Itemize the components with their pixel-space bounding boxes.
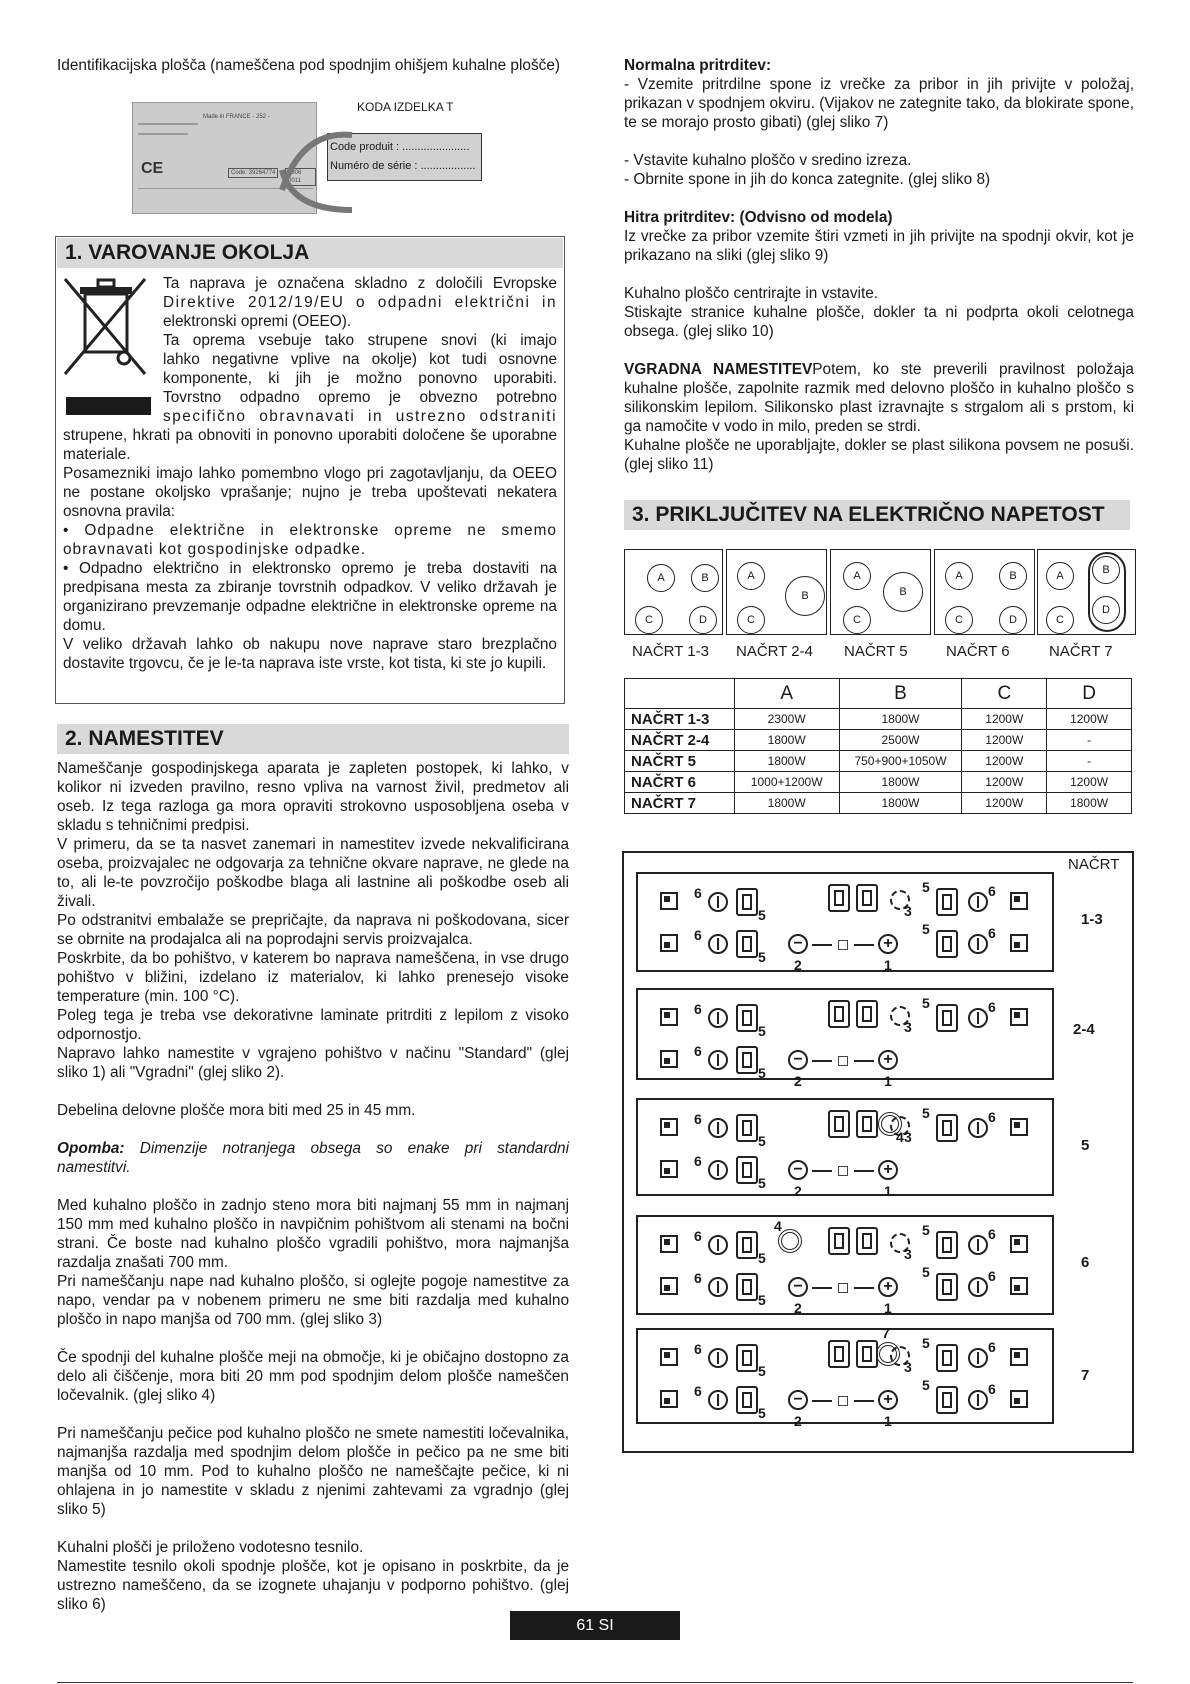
zone-digit-display — [936, 1344, 958, 1372]
zone-d: D — [689, 606, 717, 634]
power-icon[interactable] — [708, 1008, 728, 1028]
timer-digit-display — [856, 1110, 878, 1138]
panels-header: NAČRT — [1068, 856, 1120, 873]
schema-label: NAČRT 2-4 — [736, 643, 813, 660]
timer-digit-display — [856, 1000, 878, 1028]
power-icon[interactable] — [968, 1008, 988, 1028]
section-1-text — [163, 274, 557, 426]
vgradna-label: VGRADNA NAMESTITEV — [624, 361, 813, 378]
timer-digit-display — [828, 1000, 850, 1028]
zone-digit-display — [936, 1004, 958, 1032]
zone-select-icon[interactable] — [660, 1277, 678, 1295]
minus-button[interactable]: − — [788, 1050, 808, 1070]
s2-p8: Med kuhalno ploščo in zadnjo steno mora biti najmanj 55 mm in najmanj 150 mm med kuhalno ploščo in navpičnim pohištvom ali stenami na bočni strani. Če boste nad kuhalno ploščo vgradili pohištvo, mora najmanjša razdalja znašati 700 mm. — [57, 1197, 569, 1271]
s1-line-2: Direktive 2012/19/EU o odpadni električni in — [163, 294, 557, 311]
panel-plan-label: 2-4 — [1073, 1021, 1095, 1038]
s2-p12: Kuhalni plošči je priloženo vodotesno tesnilo. — [57, 1539, 364, 1556]
zone-c: C — [945, 606, 973, 634]
quick-p2: Kuhalno ploščo centrirajte in vstavite. — [624, 285, 879, 302]
s2-p7: Debelina delovne plošče mora biti med 25 in 45 mm. — [57, 1102, 416, 1119]
plus-button[interactable]: + — [878, 1050, 898, 1070]
s2-note-text: Dimenzije notranjega obsega so enake pri standardni namestitvi. — [57, 1140, 569, 1176]
power-cell: 750+900+1050W — [839, 751, 962, 772]
footer-rule — [57, 1682, 1133, 1683]
zone-digit-display — [736, 930, 758, 958]
callout-number: 5 — [922, 1335, 930, 1351]
koda-label: KODA IZDELKA T — [357, 100, 454, 114]
callout-number: 3 — [904, 1019, 912, 1035]
power-table-row — [625, 730, 1132, 751]
s2-p3: Po odstranitvi embalaže se prepričajte, da naprava ni poškodovana, sicer se obrnite na prodajalca ali na poprodajni servis proizvajalca. — [57, 912, 569, 948]
vgradna-p1 — [624, 360, 1134, 436]
callout-number: 1 — [884, 1183, 892, 1199]
s2-p10: Če spodnji del kuhalne plošče meji na območje, ki je običajno dostopno za delo ali čiščenje, mora biti 20 mm pod spodnjim delom plošče nameščen ločevalnik. (glej sliko 4) — [57, 1349, 569, 1404]
schema-label: NAČRT 6 — [946, 643, 1010, 660]
callout-number: 5 — [922, 921, 930, 937]
callout-number: 3 — [904, 903, 912, 919]
slider-line — [854, 1060, 874, 1062]
slider-line — [812, 944, 832, 946]
power-icon[interactable] — [708, 934, 728, 954]
id-plate-intro: Identifikacijska plošča (nameščena pod spodnjim ohišjem kuhalne plošče) — [57, 57, 561, 74]
s1-line-4: Ta oprema vsebuje tako strupene snovi (ki imajo — [163, 332, 557, 349]
timer-digit-display — [856, 1227, 878, 1255]
callout-number: 6 — [988, 1381, 996, 1397]
power-cell: 1200W — [962, 751, 1047, 772]
numero-serie: Numéro de série : .................. — [330, 160, 476, 172]
power-icon[interactable] — [968, 1235, 988, 1255]
lock-icon — [838, 1396, 848, 1406]
oval-zone-outline — [1088, 552, 1126, 632]
callout-number: 5 — [758, 1292, 766, 1308]
timer-digit-display — [828, 1340, 850, 1368]
callout-number: 5 — [758, 1023, 766, 1039]
zone-b: B — [883, 572, 923, 612]
lock-icon — [838, 1283, 848, 1293]
power-icon[interactable] — [968, 1390, 988, 1410]
zone-schema — [726, 549, 827, 635]
power-icon[interactable] — [968, 934, 988, 954]
timer-digit-display — [828, 1227, 850, 1255]
zone-link-icon[interactable] — [876, 1342, 900, 1366]
normal-p1: - Vzemite pritrdilne spone iz vrečke za pribor in jih privijte v položaj, prikazan v spodnjem okviru. (Vijakov ne zategnite tako, da blokirate spone, te se morajo prosto gibati) (glej sliko 7) — [624, 76, 1134, 131]
section-1-rest — [63, 426, 557, 673]
ce-mark: CE — [141, 160, 164, 177]
power-table-row — [625, 793, 1132, 814]
zone-select-icon[interactable] — [660, 1050, 678, 1068]
row-label: NAČRT 2-4 — [625, 730, 735, 751]
s1-line-8: specifično obravnavati in ustrezno odstraniti — [163, 408, 557, 425]
power-icon[interactable] — [708, 1348, 728, 1368]
callout-number: 5 — [758, 1065, 766, 1081]
row-label: NAČRT 1-3 — [625, 709, 735, 730]
s2-p13: Namestite tesnilo okoli spodnje plošče, kot je opisano in poskrbite, da je ustrezno nameščeno, da se izognete uhajanju v podporno pohištvo. (glej sliko 6) — [57, 1558, 569, 1613]
zone-a: A — [843, 562, 871, 590]
callout-number: 6 — [694, 1383, 702, 1399]
callout-number: 5 — [922, 1264, 930, 1280]
control-panel — [636, 1325, 1054, 1429]
power-icon[interactable] — [968, 1118, 988, 1138]
plate-code: Code: 39264774 — [228, 168, 278, 178]
callout-number: 5 — [922, 1105, 930, 1121]
zone-select-icon[interactable] — [660, 1348, 678, 1366]
plus-button[interactable]: + — [878, 1160, 898, 1180]
quick-title: Hitra pritrditev: (Odvisno od modela) — [624, 209, 893, 226]
zone-select-icon[interactable] — [1010, 892, 1028, 910]
row-label: NAČRT 7 — [625, 793, 735, 814]
callout-number: 5 — [758, 1175, 766, 1191]
left-column — [57, 56, 567, 75]
zone-b: B — [1092, 556, 1120, 584]
callout-number: 6 — [694, 1111, 702, 1127]
zone-digit-display — [736, 888, 758, 916]
callout-number: 6 — [988, 1268, 996, 1284]
s2-note — [57, 1139, 569, 1177]
callout-number: 6 — [694, 1270, 702, 1286]
timer-digit-display — [828, 884, 850, 912]
s1-rest-1: strupene, hkrati pa obnoviti in ponovno uporabiti določene še uporabne materiale. — [63, 427, 557, 463]
lock-icon — [838, 940, 848, 950]
zone-digit-display — [936, 930, 958, 958]
zone-select-icon[interactable] — [660, 1008, 678, 1026]
callout-number: 5 — [922, 1377, 930, 1393]
power-cell: 1800W — [734, 751, 839, 772]
timer-digit-display — [828, 1110, 850, 1138]
normal-p3: - Obrnite spone in jih do konca zategnite. (glej sliko 8) — [624, 171, 991, 188]
s2-note-label: Opomba: — [57, 1140, 125, 1157]
power-cell: 1800W — [1047, 793, 1132, 814]
power-table-header — [625, 679, 1132, 709]
callout-number: 2 — [794, 1300, 802, 1316]
minus-button[interactable]: − — [788, 1160, 808, 1180]
zone-select-icon[interactable] — [1010, 1390, 1028, 1408]
power-cell: 1800W — [734, 730, 839, 751]
callout-number: 5 — [922, 879, 930, 895]
vgradna-p2: Kuhalne plošče ne uporabljajte, dokler se plast silikona povsem ne posuši. (glej sliko 11) — [624, 437, 1134, 473]
zone-c: C — [635, 606, 663, 634]
callout-number: 6 — [988, 925, 996, 941]
callout-number: 6 — [694, 1341, 702, 1357]
power-cell: 1800W — [839, 772, 962, 793]
made-in-label: Made in FRANCE - 252 - — [203, 114, 270, 120]
th-c: C — [962, 679, 1047, 709]
power-cell: 1200W — [1047, 772, 1132, 793]
power-cell: 1800W — [839, 793, 962, 814]
row-label: NAČRT 5 — [625, 751, 735, 772]
plus-button[interactable]: + — [878, 1277, 898, 1297]
callout-number: 6 — [694, 885, 702, 901]
zone-digit-display — [736, 1046, 758, 1074]
zone-b: B — [691, 564, 719, 592]
panel-plan-label: 1-3 — [1081, 911, 1103, 928]
slider-line — [812, 1287, 832, 1289]
normal-p2: - Vstavite kuhalno ploščo v sredino izreza. — [624, 152, 912, 169]
callout-number: 6 — [988, 883, 996, 899]
callout-number: 1 — [884, 1413, 892, 1429]
power-icon[interactable] — [708, 1235, 728, 1255]
power-cell: 1000+1200W — [734, 772, 839, 793]
callout-number: 6 — [694, 1228, 702, 1244]
th-b: B — [839, 679, 962, 709]
zone-digit-display — [936, 1231, 958, 1259]
zone-digit-display — [736, 1273, 758, 1301]
callout-number: 1 — [884, 957, 892, 973]
power-icon[interactable] — [968, 1348, 988, 1368]
s1-line-5: lahko negativne vplive na okolje) kot tudi osnovne — [163, 351, 557, 368]
power-icon[interactable] — [968, 892, 988, 912]
s2-p5: Poleg tega je treba vse dekorativne laminate pritrditi z lepilom z visoko odpornostjo. — [57, 1007, 569, 1043]
zone-select-icon[interactable] — [660, 892, 678, 910]
power-cell: - — [1047, 730, 1132, 751]
zone-select-icon[interactable] — [1010, 1277, 1028, 1295]
code-produit: Code produit : ...................... — [330, 141, 470, 153]
zone-a: A — [647, 564, 675, 592]
quick-p3: Stiskajte stranice kuhalne plošče, dokler ta ni podprta okoli celotnega obsega. (glej sliko 10) — [624, 304, 1134, 340]
panel-plan-label: 7 — [1081, 1367, 1090, 1384]
callout-number: 5 — [758, 1363, 766, 1379]
schema-label: NAČRT 5 — [844, 643, 908, 660]
callout-number: 5 — [758, 1405, 766, 1421]
power-table — [624, 678, 1132, 814]
zone-d: D — [999, 606, 1027, 634]
normal-title: Normalna pritrditev: — [624, 57, 772, 74]
callout-number: 5 — [922, 1222, 930, 1238]
id-plate-figure — [132, 100, 492, 215]
s2-p2: V primeru, da se ta nasvet zanemari in namestitev izvede nekvalificirana oseba, proizvajalec ne odgovarja za tehnične okvare naprave, ne glede na to, ali le-te povzročijo poškodbe blaga ali lastnine ali poškodbe oseb ali živali. — [57, 836, 569, 910]
callout-number: 6 — [988, 999, 996, 1015]
zone-digit-display — [736, 1231, 758, 1259]
callout-number: 5 — [758, 1250, 766, 1266]
callout-number: 1 — [884, 1073, 892, 1089]
s2-p6: Napravo lahko namestite v vgrajeno pohištvo v načinu "Standard" (glej sliko 1) ali "Vgradni" (glej sliko 2). — [57, 1045, 569, 1081]
zone-select-icon[interactable] — [660, 1160, 678, 1178]
power-cell: 1200W — [962, 709, 1047, 730]
timer-digit-display — [856, 884, 878, 912]
callout-number: 2 — [794, 1413, 802, 1429]
callout-number: 2 — [794, 957, 802, 973]
zone-a: A — [737, 562, 765, 590]
control-panel — [636, 1215, 1054, 1315]
zone-a: A — [945, 562, 973, 590]
callout-number: 6 — [988, 1339, 996, 1355]
page-number: 61 SI — [576, 1617, 614, 1634]
s1-rest-3: • Odpadne električne in elektronske opreme ne smemo obravnavati kot gospodinjske odpadke. — [63, 522, 557, 558]
callout-number: 7 — [882, 1325, 890, 1341]
section-2-text — [57, 759, 569, 1614]
callout-number: 6 — [694, 1043, 702, 1059]
callout-number: 2 — [794, 1183, 802, 1199]
power-cell: 2500W — [839, 730, 962, 751]
arrow-graphic — [262, 110, 362, 220]
zone-select-icon[interactable] — [660, 1118, 678, 1136]
callout-number: 4 — [774, 1218, 782, 1234]
zone-digit-display — [736, 1114, 758, 1142]
schema-label: NAČRT 1-3 — [632, 643, 709, 660]
zone-select-icon[interactable] — [1010, 1235, 1028, 1253]
callout-number: 6 — [988, 1109, 996, 1125]
callout-number: 6 — [694, 927, 702, 943]
minus-button[interactable]: − — [788, 1390, 808, 1410]
s1-line-1: Ta naprava je označena skladno z določili Evropske — [163, 275, 557, 292]
callout-number: 3 — [904, 1246, 912, 1262]
section-1-title: 1. VAROVANJE OKOLJA — [57, 238, 563, 268]
zone-schema — [624, 549, 723, 635]
minus-button[interactable]: − — [788, 934, 808, 954]
zone-c: C — [737, 606, 765, 634]
th-d: D — [1047, 679, 1132, 709]
slider-line — [812, 1400, 832, 1402]
lock-icon — [838, 1056, 848, 1066]
power-cell: 1200W — [1047, 709, 1132, 730]
callout-number: 3 — [904, 1359, 912, 1375]
panel-plan-label: 5 — [1081, 1137, 1090, 1154]
callout-number: 3 — [904, 1129, 912, 1145]
plus-button[interactable]: + — [878, 934, 898, 954]
zone-select-icon[interactable] — [660, 1390, 678, 1408]
slider-line — [812, 1170, 832, 1172]
zone-select-icon[interactable] — [660, 934, 678, 952]
power-cell: 1800W — [734, 793, 839, 814]
slider-line — [854, 1287, 874, 1289]
callout-number: 6 — [694, 1153, 702, 1169]
s1-rest-2: Posamezniki imajo lahko pomembno vlogo pri zagotavljanju, da OEEO ne postane okoljsko vprašanje; nujno je treba upoštevati nekatera osnovna pravila: — [63, 465, 557, 520]
s1-rest-4: • Odpadno električno in elektronsko opremo je treba dostaviti na predpisana mesta za zbiranje tovrstnih odpadkov. V veliko državah je organizirano prevzemanje odpadne električne in elektronske opreme na domu. — [63, 560, 557, 634]
right-column — [624, 56, 1134, 474]
th-empty — [625, 679, 735, 709]
s1-line-7: Tovrstno odpadno opremo je obvezno potrebno — [163, 389, 557, 406]
zone-b: B — [999, 562, 1027, 590]
control-panel — [636, 1098, 1054, 1199]
s2-p4: Poskrbite, da bo pohištvo, v katerem bo naprava nameščena, in vse drugo pohištvo v bližini, izdelano iz materialov, ki lahko prenesejo visoke temperature (min. 100 °C). — [57, 950, 569, 1005]
callout-number: 1 — [884, 1300, 892, 1316]
zone-select-icon[interactable] — [1010, 1008, 1028, 1026]
callout-number: 6 — [988, 1226, 996, 1242]
slider-line — [854, 1170, 874, 1172]
callout-number: 5 — [758, 907, 766, 923]
callout-number: 5 — [758, 949, 766, 965]
power-icon[interactable] — [708, 1160, 728, 1180]
s1-line-3: elektronski opremi (OEEO). — [163, 313, 352, 330]
power-table-row — [625, 709, 1132, 730]
weee-underbar — [66, 397, 151, 415]
slider-line — [812, 1060, 832, 1062]
lock-icon — [838, 1166, 848, 1176]
power-table-row — [625, 751, 1132, 772]
zone-c: C — [843, 606, 871, 634]
weee-bin-icon — [60, 274, 150, 384]
row-label: NAČRT 6 — [625, 772, 735, 793]
page-number-badge — [510, 1611, 680, 1640]
zone-digit-display — [736, 1004, 758, 1032]
zone-a: A — [1046, 562, 1074, 590]
s2-p1: Nameščanje gospodinjskega aparata je zapleten postopek, ki lahko, v kolikor ni izveden pravilno, resno vpliva na varnost živil, predmetov ali oseb. Iz tega razloga ga mora opraviti strokovno usposobljena oseba v skladu s tehničnimi predpisi. — [57, 760, 569, 834]
power-table-row — [625, 772, 1132, 793]
power-cell: 1200W — [962, 772, 1047, 793]
s1-line-6: komponente, ki jih je možno ponovno uporabiti. — [163, 370, 557, 387]
section-3-title: 3. PRIKLJUČITEV NA ELEKTRIČNO NAPETOST — [624, 500, 1130, 530]
power-cell: 1200W — [962, 793, 1047, 814]
callout-number: 6 — [694, 1001, 702, 1017]
zone-digit-display — [936, 1273, 958, 1301]
power-cell: 1800W — [839, 709, 962, 730]
slider-line — [854, 944, 874, 946]
s1-rest-5: V veliko državah lahko ob nakupu nove naprave staro brezplačno dostavite trgovcu, če je le-ta naprava iste vrste, kot tista, ki ste jo kupili. — [63, 636, 557, 672]
panel-plan-label: 6 — [1081, 1254, 1090, 1271]
schema-label: NAČRT 7 — [1049, 643, 1113, 660]
callout-number: 5 — [758, 1133, 766, 1149]
zone-select-icon[interactable] — [1010, 1118, 1028, 1136]
power-icon[interactable] — [968, 1277, 988, 1297]
zone-schema — [934, 549, 1035, 635]
zone-digit-display — [936, 1114, 958, 1142]
zone-b: B — [785, 576, 825, 616]
minus-button[interactable]: − — [788, 1277, 808, 1297]
control-panel — [636, 872, 1054, 972]
zone-c: C — [1046, 606, 1074, 634]
zone-digit-display — [936, 888, 958, 916]
s2-p11: Pri nameščanju pečice pod kuhalno ploščo ne smete namestiti ločevalnika, najmanjša razdalja med spodnjim delom plošče in pečico pa ne sme biti manjša od 10 mm. Pod to kuhalno ploščo ne nameščajte pečice, ki ni ohlajena in jo namestite v skladu z njenimi zahtevami za vgradnjo (glej sliko 5) — [57, 1425, 569, 1518]
zone-digit-display — [736, 1156, 758, 1184]
vgradna-text: Potem, ko ste preverili pravilnost položaja kuhalne plošče, zapolnite razmik med delovno ploščo in kuhalno ploščo s silikonskim lepilom. Silikonsko plast izravnajte s strgalom ali s prstom, ki ga namočite v vodo in milo, preden se strdi. — [624, 361, 1134, 435]
callout-number: 2 — [794, 1073, 802, 1089]
power-cell: 2300W — [734, 709, 839, 730]
zone-digit-display — [736, 1386, 758, 1414]
zone-select-icon[interactable] — [1010, 934, 1028, 952]
power-icon[interactable] — [708, 1390, 728, 1410]
zone-select-icon[interactable] — [660, 1235, 678, 1253]
power-icon[interactable] — [708, 892, 728, 912]
power-cell: 1200W — [962, 730, 1047, 751]
power-cell: - — [1047, 751, 1132, 772]
timer-digit-display — [856, 1340, 878, 1368]
slider-line — [854, 1400, 874, 1402]
plate-serial: 0306 0011 — [285, 168, 316, 186]
zone-schema — [1037, 549, 1136, 635]
power-icon[interactable] — [708, 1118, 728, 1138]
power-icon[interactable] — [708, 1277, 728, 1297]
section-2-title: 2. NAMESTITEV — [57, 724, 569, 754]
power-icon[interactable] — [708, 1050, 728, 1070]
zone-d: D — [1092, 596, 1120, 624]
zone-schema — [830, 549, 931, 635]
zone-digit-display — [736, 1344, 758, 1372]
control-panel — [636, 988, 1054, 1089]
callout-number: 5 — [922, 995, 930, 1011]
zone-digit-display — [936, 1386, 958, 1414]
th-a: A — [734, 679, 839, 709]
quick-p1: Iz vrečke za pribor vzemite štiri vzmeti in jih privijte na spodnji okvir, kot je prikazano na sliki (glej sliko 9) — [624, 228, 1134, 264]
plus-button[interactable]: + — [878, 1390, 898, 1410]
callout-number: 4 — [896, 1129, 904, 1145]
s2-p9: Pri nameščanju nape nad kuhalno ploščo, si oglejte pogoje namestitve za napo, vendar pa v nobenem primeru ne sme biti razdalja med kuhalno ploščo in napo manjša od 700 mm. (glej sliko 3) — [57, 1273, 569, 1328]
zone-select-icon[interactable] — [1010, 1348, 1028, 1366]
